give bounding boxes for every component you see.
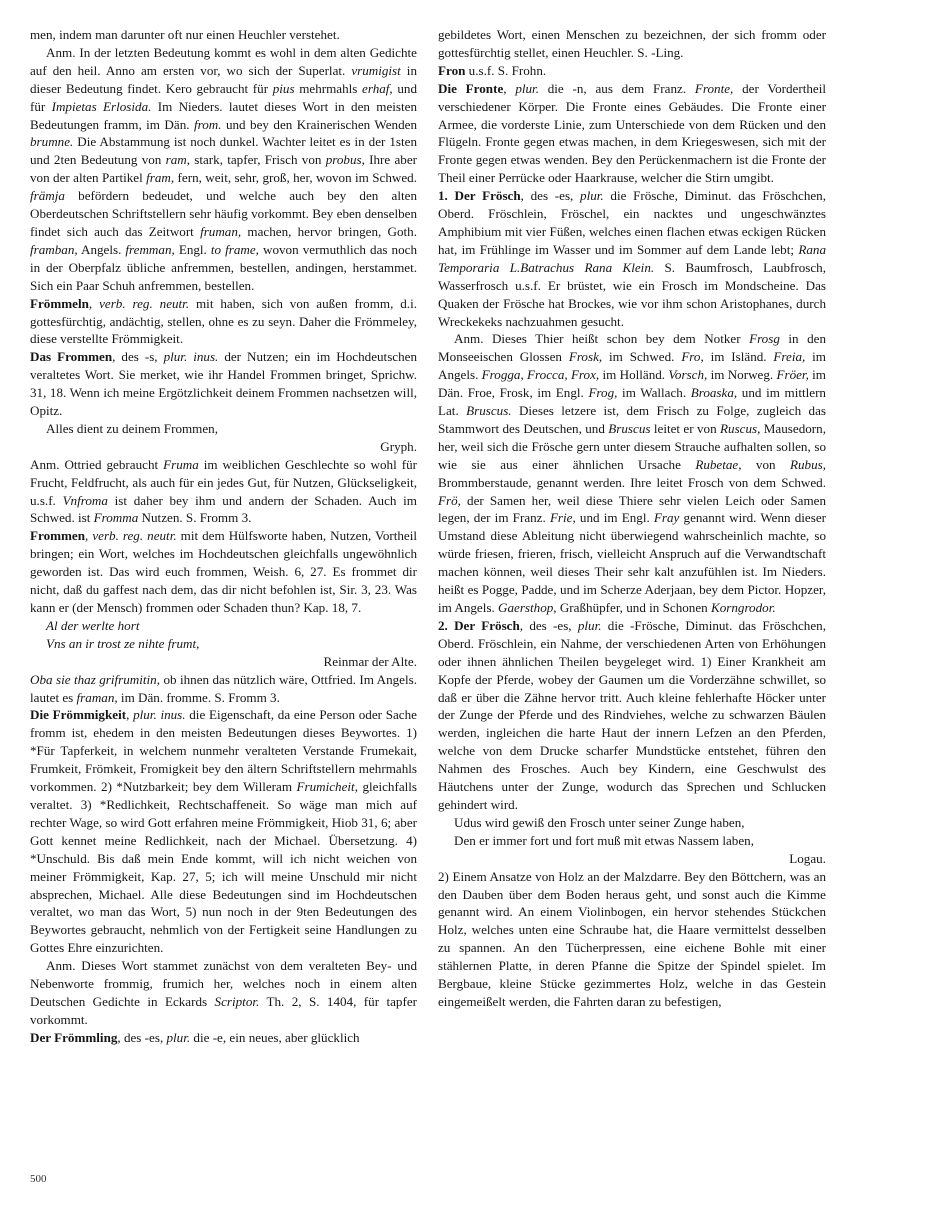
dictionary-paragraph: Der Frömmling, des -es, plur. die -e, ein neues, aber glücklich xyxy=(30,1029,360,1045)
dictionary-paragraph: 2) Einem Ansatze von Holz an der Malzdarre. Bey den Böttchern, was an den Dauben über dem Boden heraus geht, und sonst auch die Kimme genannt wird. An einem Violinbogen, ein hervor stehendes Stückchen Holz, welches unten eine Schraube hat, die Haare vermittelst desselben zu spannen. An den Tücherpressen, eine eichene Bohle mit einer stählernen Platte, in deren Pfanne die Spitze der Spindel spielet. Im Bergbaue, kleine Stücke gezimmertes Holz, welche in das Gestein eingemeißelt werden, die Fahrten daran zu befestigen, xyxy=(438,868,826,1009)
dictionary-paragraph: Oba sie thaz grifrumitin, ob ihnen das nützlich wäre, Ottfried. Im Angels. lautet es framan, im Dän. fromme. S. Fromm 3. xyxy=(30,671,417,705)
dictionary-paragraph: Anm. Dieses Thier heißt schon bey dem Notker Frosg in den Monseeischen Glossen Frosk, im Schwed. Fro, im Isländ. Freia, im Angels. Frogga, Frocca, Frox, im Holländ. Vorsch, im Norweg. Fröer, im Dän. Froe, Frosk, im Engl. Frog, im Wallach. Broaska, und im mittlern Lat. Bruscus. Dieses letzere ist, dem Frisch zu Folge, zugleich das Stammwort des Deutschen, und Bruscus leitet er von Ruscus, Mausedorn, her, weil sich die Frösche gern unter diesem Strauche aufhalten sollen, so wie sie aus einer ähnlichen Ursache Rubetae, von Rubus, Brommberstaude, genannt werden. Ihre leitet Frosch von dem Schwed. Frö, der Samen her, weil diese Thiere sehr vielen Leich oder Samen legen, der im Franz. Frie, und im Engl. Fray genannt wird. Wenn dieser Umstand diese Ableitung nicht überwiegend wahrscheinlich machte, so würde friesen, frieren, frisch, vielleicht Anspruch auf die Verwandtschaft machen können, weil dieses Their sehr kalt anzufühlen ist. Im Nieders. heißt es Pogge, Padde, und im Scherze Aderjaan, bey dem Pictor. Hopzer, im Angels. Gaersthop, Graßhüpfer, und in Schonen Korngrodor. xyxy=(438,331,826,615)
dictionary-paragraph: men, indem man darunter oft nur einen Heuchler verstehet. xyxy=(30,27,340,42)
dictionary-paragraph: gebildetes Wort, einen Menschen zu bezeichnen, der sich fromm oder gottesfürchtig stellet, einen Heuchler. S. -Ling. xyxy=(438,27,826,60)
dictionary-paragraph: 2. Der Frösch, des -es, plur. die -Frösche, Diminut. das Fröschchen, Oberd. Fröschlein, ein Nahme, der verschiedenen Arten von Erhöhungen oder ihnen ähnlichen Theilen beygeleget wird. 1) Einer Krankheit am Kopfe der Pferde, wobey der Gaumen um die Vorderzähne schwillet, so daß er über die Zähne hervor tritt. Auch kleine fehlerhafte Höcker unter der Zunge der Pferde und des Rindviehes, welche zu schwarzen Bäulen werden, ingleichen die harte Haut der innern Lefzen an den Pferden, welche von dem Drucke scharfer Mundstücke entstehet, führen den Nahmen des Frosches. Auch bey Kindern, eine Geschwulst des Häutchens unter der Zunge, wodurch das Sprechen und Schlucken gehindert wird. xyxy=(438,617,826,812)
quote-attribution: Reinmar der Alte. xyxy=(323,653,417,669)
dictionary-paragraph: Das Frommen, des -s, plur. inus. der Nutzen; ein im Hochdeutschen veraltetes Wort. Sie merket, wie ihr Handel Frommen bringet, Sprichw. 31, 18. Wenn ich meine Ergötzlichkeit deinem Frommen nachsetzen will, Opitz. xyxy=(30,349,418,419)
dictionary-paragraph: Frömmeln, verb. reg. neutr. mit haben, sich von außen fromm, d.i. gottesfürchtig, andächtig, stellen, ohne es zu seyn. Daher die Frömmeley, diese verstellte Frömmigkeit. xyxy=(30,295,417,347)
verse-line: Vns an ir trost ze nihte frumt, xyxy=(46,635,200,651)
dictionary-paragraph: Anm. In der letzten Bedeutung kommt es wohl in dem alten Gedichte auf den heil. Anno am ersten vor, wo sich der Superlat. vrumigist in dieser Bedeutung findet. Kero gebraucht für pius mehrmahls erhaf, und für Impietas Erlosida. Im Nieders. lautet dieses Wort in den meisten Bedeutungen framm, im Dän. from. und bey den Krainerischen Wenden brumne. Die Abstammung ist noch dunkel. Wachter leitet es in der 1sten und 2ten Bedeutung von ram, stark, tapfer, Frisch von probus, Ihre aber von der alten Partikel fram, fern, weit, sehr, groß, her, wovon im Schwed. främja befördern bedeudet, und welche auch bey den alten Oberdeutschen Schriftstellern sehr häufig vorkommt. Bey eben denselben findet sich auch das Zeitwort fruman, machen, hervor bringen, Goth. framban, Angels. fremman, Engl. to frame, wovon vermuthlich das noch in der Oberpfalz übliche anfremmen, bestellen, andingen, herstammet. Sich ein Paar Schuh anfremmen, bestellen. xyxy=(30,44,418,293)
verse-line: Udus wird gewiß den Frosch unter seiner Zunge haben, xyxy=(454,814,745,830)
dictionary-paragraph: Anm. Dieses Wort stammet zunächst von dem veralteten Bey- und Nebenworte frommig, frumich her, welches noch in einem alten Deutschen Gedichte in Eckards Scriptor. Th. 2, S. 1404, für tapfer vorkommt. xyxy=(30,958,417,1027)
quote-attribution: Logau. xyxy=(789,850,826,866)
dictionary-paragraph: Frommen, verb. reg. neutr. mit dem Hülfsworte haben, Nutzen, Vortheil bringen; ein Wort, welches im Hochdeutschen gleichfalls ungewöhnlich geworden ist. Das wird euch frommen, Weish. 6, 27. Es frommet dir nicht, daß du gaffest nach dem, das dir nicht befohlen ist, Sir. 3, 23. Was kann er (der Mensch) frommen oder Schaden thun? Kap. 18, 7. xyxy=(30,528,417,615)
dictionary-paragraph: Fron u.s.f. S. Frohn. xyxy=(438,62,547,78)
dictionary-paragraph: Anm. Ottried gebraucht Fruma im weiblichen Geschlechte so wohl für Frucht, Feldfrucht, als auch für ein jedes Gut, für Nutzen, Glückseligkeit, u.s.f. Vnfroma ist daher bey ihm und andern der Schaden. Auch im Schwed. ist Fromma Nutzen. S. Fromm 3. xyxy=(30,456,417,526)
dictionary-paragraph: 1. Der Frösch, des -es, plur. die Frösche, Diminut. das Fröschchen, Oberd. Fröschlein, Fröschel, ein nacktes und ungeschwänztes Amphibium mit vier Füßen, welches einen flachen etwas eckigen Rücken hat, im Frühlinge im Wasser und im Sommer auf dem Lande lebt; Rana Temporaria L.Batrachus Rana Klein. S. Baumfrosch, Laubfrosch, Wasserfrosch u.s.f. Er brüstet, wie ein Frosch im Mondscheine. Das Quaken der Frösche hat Brockes, wie vor ihm schon Aristophanes, durch Wreckekeks nachzuahmen gesucht. xyxy=(438,188,826,329)
verse-line: Alles dient zu deinem Frommen, xyxy=(46,420,219,436)
right-column xyxy=(438,26,826,1011)
verse-line: Den er immer fort und fort muß mit etwas Nassem laben, xyxy=(454,832,754,848)
page-number: 500 xyxy=(30,1173,47,1185)
left-column xyxy=(30,26,417,1047)
dictionary-paragraph: Die Fronte, plur. die -n, aus dem Franz. Fronte, der Vordertheil verschiedener Körper. Die Fronte eines Gebäudes. Die Fronte einer Armee, die vorderste Linie, zum Unterschiede von dem Rücken und den Flügeln. Fronte gegen etwas machen, in dem Kriegeswesen, sich mit der Fronte gegen etwas wenden. Bey den Perückenmachern ist die Fronte der Theil einer Perrücke oder Haarkrause, welcher die Stirn umgibt. xyxy=(438,80,827,186)
quote-attribution: Gryph. xyxy=(380,438,417,454)
verse-line: Al der werlte hort xyxy=(46,617,140,633)
dictionary-paragraph: Die Frömmigkeit, plur. inus. die Eigenschaft, da eine Person oder Sache fromm ist, ehedem in den meisten Bedeutungen dieses Beywortes. 1) *Für Tapferkeit, in welchem nunmehr veralteten Verstande Frumekait, Frumkeit, Frömkeit, Fromigkeit bey den ältern Schriftstellern mehrmahls vorkommen. 2) *Nutzbarkeit; bey dem Willeram Frumicheit, gleichfalls veraltet. 3) *Redlichkeit, Rechtschaffeneit. So wäge man mich auf rechter Wage, so wird Gott erfahren meine Frömmigkeit, Hiob 31, 6; aber Gott kennet meine Redlichkeit, nach der Michael. Übersetzung. 4) *Unschuld. Bis daß mein Ende kommt, will ich nicht weichen von meiner Frömmigkeit, Kap. 27, 5; ich will meine Unschuld mir nicht absprechen, Michael. Alle diese Bedeutungen sind im Hochdeutschen veraltet, wo man das Wort, 5) nun noch in der 9ten Bedeutungen des Beywortes gebraucht, nehmlich von der Fertigkeit seine Handlungen zu Gottes Ehre einzurichten. xyxy=(30,707,418,956)
